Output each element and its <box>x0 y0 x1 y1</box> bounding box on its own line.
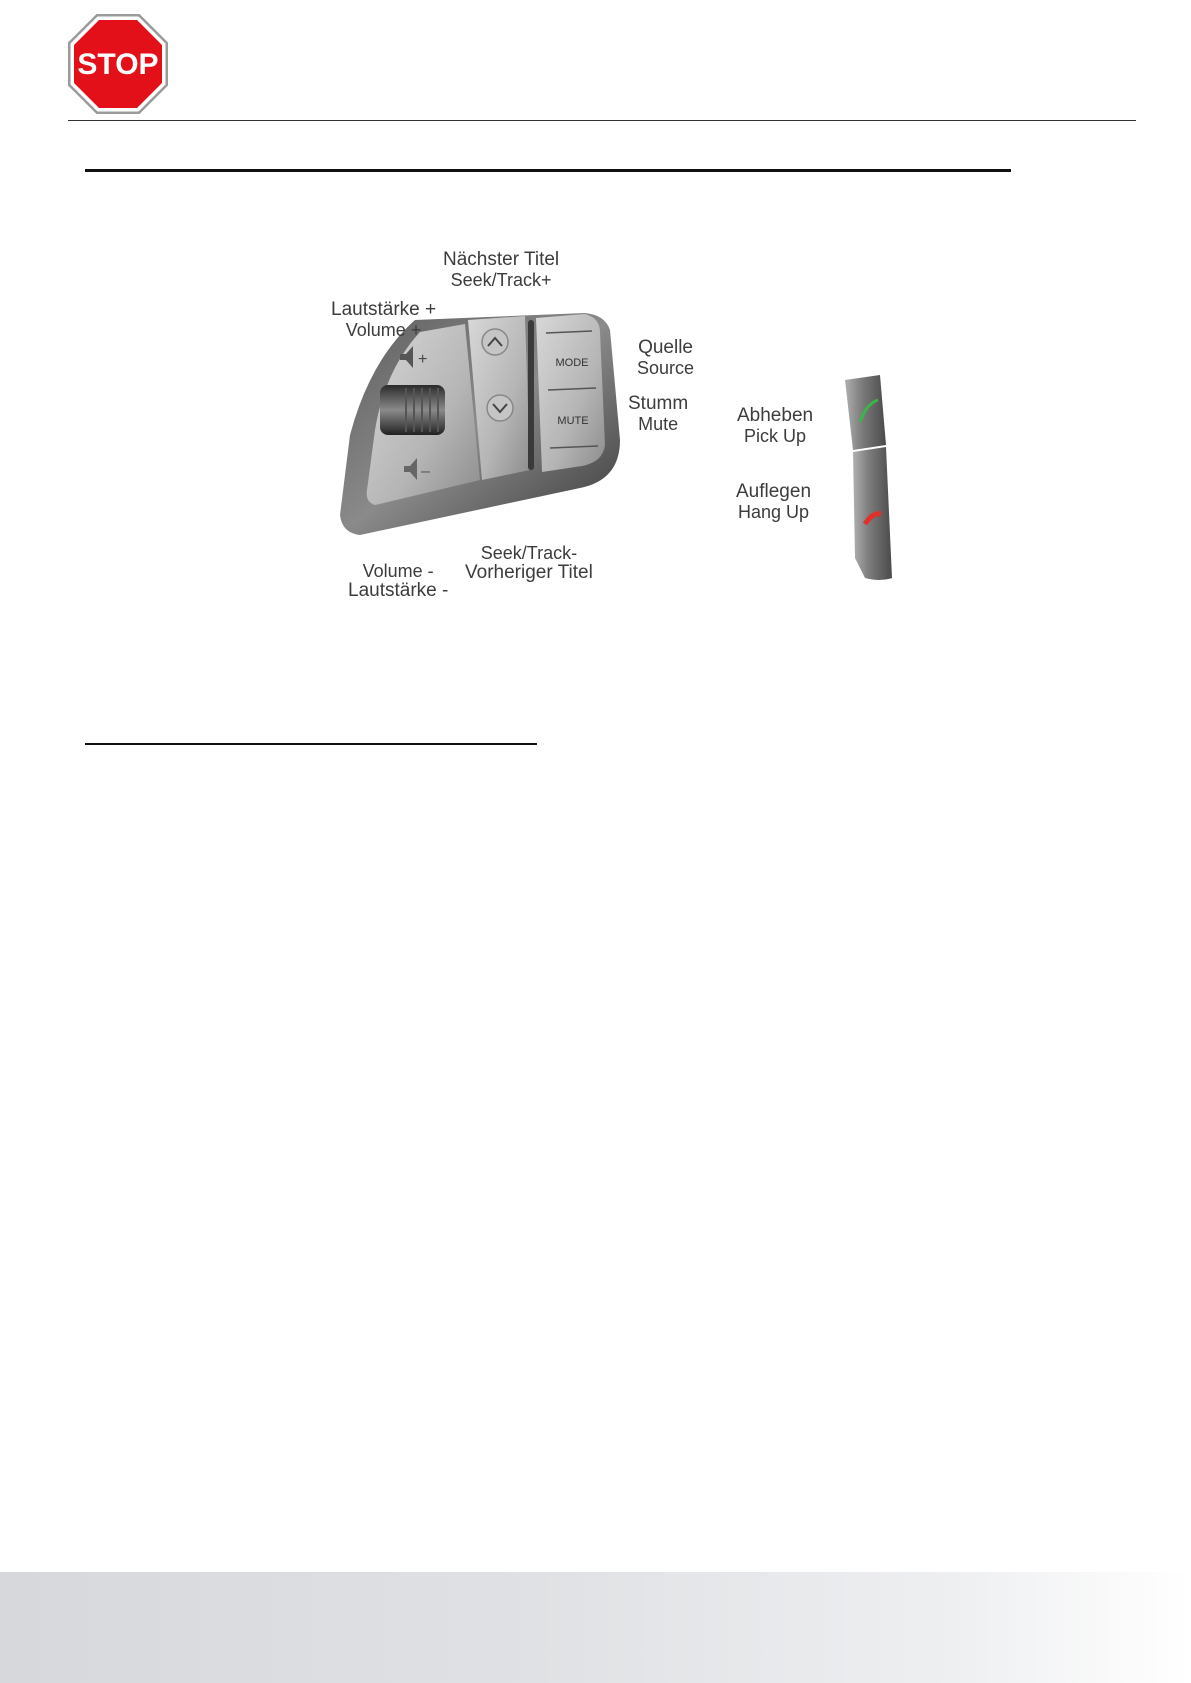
stop-sign-icon <box>66 12 170 116</box>
label-pick-up-en: Pick Up <box>744 425 807 446</box>
label-volume-down-en: Volume - <box>362 561 434 581</box>
volume-roller[interactable] <box>380 385 445 435</box>
footer-band <box>0 1572 1191 1683</box>
mute-button[interactable]: MUTE <box>557 415 589 427</box>
stop-logo <box>66 12 170 116</box>
label-seek-prev-en: Seek/Track- <box>480 543 578 563</box>
label-mute-en: Mute <box>638 413 679 434</box>
header-rule <box>68 120 1136 121</box>
svg-text:–: – <box>421 463 430 480</box>
label-seek-next-de: Nächster Titel <box>443 249 560 270</box>
label-pick-up <box>737 406 813 446</box>
label-seek-next <box>443 250 559 290</box>
label-hang-up-en: Hang Up <box>737 501 810 522</box>
label-mute <box>628 394 688 434</box>
label-volume-up-de: Lautstärke + <box>331 299 437 320</box>
label-source <box>637 338 694 378</box>
label-volume-up <box>331 300 436 340</box>
section-rule-bottom <box>85 743 537 745</box>
label-seek-prev-de: Vorheriger Titel <box>465 562 593 584</box>
label-hang-up-de: Auflegen <box>736 481 812 502</box>
svg-text:+: + <box>418 351 428 368</box>
mode-button[interactable]: MODE <box>555 357 589 369</box>
label-volume-up-en: Volume + <box>345 319 422 340</box>
stop-logo-text: STOP <box>77 48 159 81</box>
mode-mute-pad <box>536 314 605 472</box>
seek-up-button[interactable] <box>482 329 508 355</box>
label-seek-next-en: Seek/Track+ <box>450 269 552 290</box>
label-source-de: Quelle <box>638 337 693 358</box>
label-seek-prev <box>465 544 593 584</box>
pad-divider <box>528 320 534 470</box>
label-pick-up-de: Abheben <box>737 405 814 426</box>
label-source-en: Source <box>637 357 695 378</box>
label-hang-up <box>736 482 811 522</box>
label-volume-down <box>348 562 448 602</box>
label-volume-down-de: Lautstärke - <box>348 580 449 602</box>
section-rule-top <box>85 169 1011 172</box>
seek-down-button[interactable] <box>487 395 513 421</box>
label-mute-de: Stumm <box>628 393 689 414</box>
